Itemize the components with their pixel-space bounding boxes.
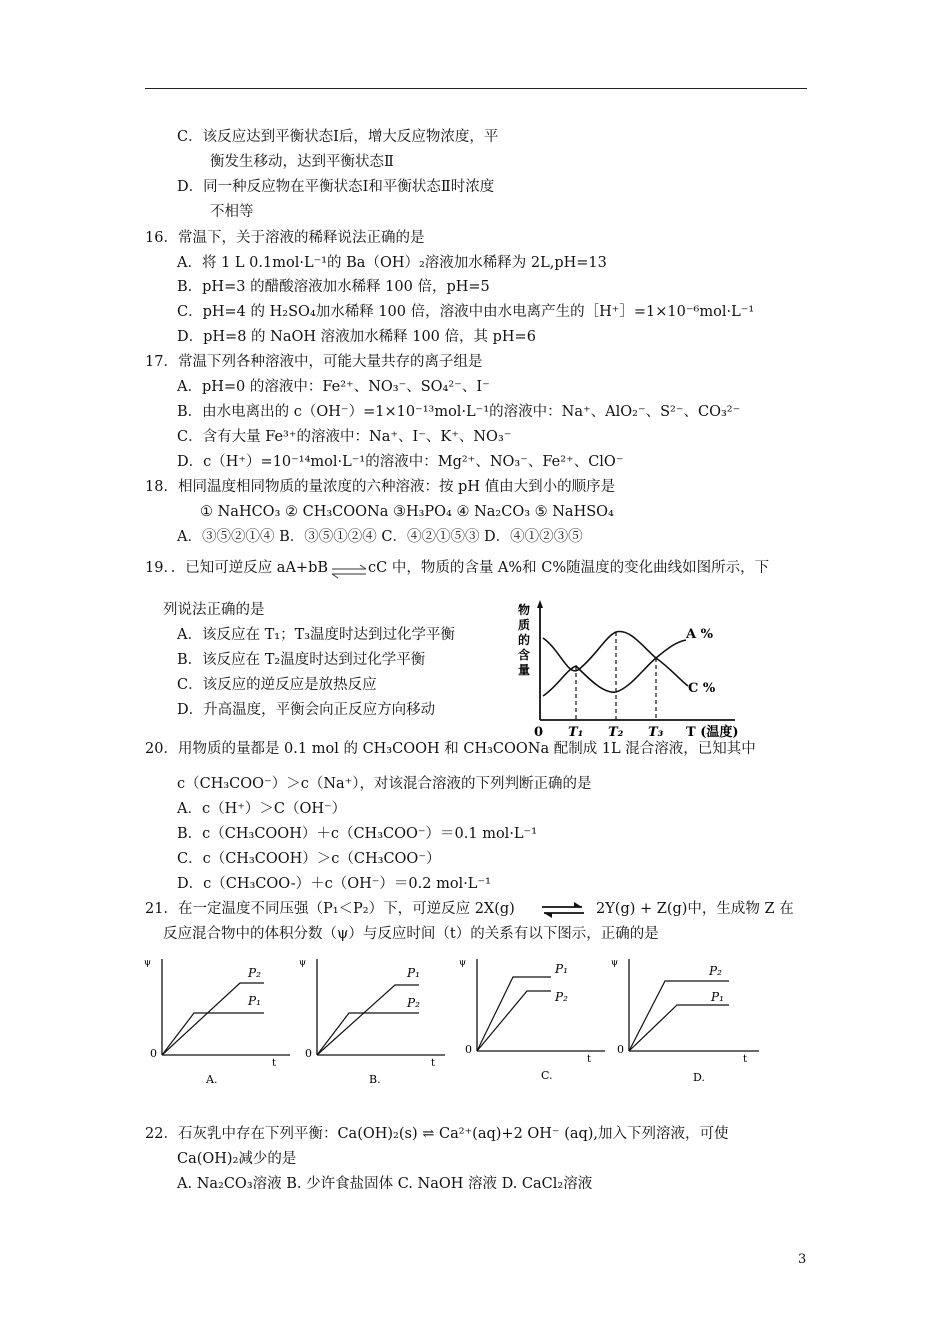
q20-option-c: C．c（CH₃COOH）＞c（CH₃COO⁻） (177, 851, 441, 867)
q20-stem: 20．用物质的量都是 0.1 mol 的 CH₃COOH 和 CH₃COONa 配制成 1L 混合溶液，已知其中 (145, 741, 756, 757)
q21-stem-part2: 2Y(g) + Z(g)中，生成物 Z 在 (596, 901, 794, 917)
t-axis-label: t (431, 1058, 436, 1069)
caption: D. (693, 1071, 705, 1084)
q22-options: A. Na₂CO₃溶液 B. 少许食盐固体 C. NaOH 溶液 D. CaCl₂溶液 (177, 1176, 593, 1192)
q17-option-a: A．pH=0 的溶液中：Fe²⁺、NO₃⁻、SO₄²⁻、I⁻ (177, 379, 490, 395)
q18-options: A．③⑤②①④ B．③⑤①②④ C．④②①⑤③ D．④①②③⑤ (177, 529, 583, 545)
caption: B. (369, 1073, 381, 1086)
q20-stem-part2: c（CH₃COO⁻）＞c（Na⁺），对该混合溶液的下列判断正确的是 (177, 776, 592, 792)
lower-label: P₁ (711, 990, 724, 1004)
q19-option-a: A．该反应在 T₁；T₃温度时达到过化学平衡 (177, 627, 456, 643)
origin-label: 0 (150, 1047, 157, 1060)
y-axis-label-char: 的 (518, 633, 531, 647)
q17-option-c: C．含有大量 Fe³⁺的溶液中：Na⁺、I⁻、K⁺、NO₃⁻ (177, 429, 512, 445)
caption: A. (206, 1073, 218, 1086)
q17-option-d: D．c（H⁺）=10⁻¹⁴mol·L⁻¹的溶液中：Mg²⁺、NO₃⁻、Fe²⁺、ClO⁻ (177, 454, 624, 470)
q17-option-b: B．由水电离出的 c（OH⁻）=1×10⁻¹³mol·L⁻¹的溶液中：Na⁺、AlO₂⁻、S²⁻、CO₃²⁻ (177, 404, 741, 420)
q19-temperature-figure (510, 598, 750, 740)
q16-option-a: A．将 1 L 0.1mol·L⁻¹的 Ba（OH）₂溶液加水稀释为 2L,pH=13 (177, 255, 607, 271)
q20-option-b: B．c（CH₃COOH）＋c（CH₃COO⁻）＝0.1 mol·L⁻¹ (177, 826, 538, 842)
series-c-label: C % (688, 681, 716, 696)
q19-stem-part2: cC 中，物质的含量 A%和 C%随温度的变化曲线如图所示，下 (368, 560, 770, 576)
tick-t1: T₁ (568, 725, 584, 740)
q21-stem-part1: 21．在一定温度不同压强（P₁＜P₂）下，可逆反应 2X(g) (145, 901, 515, 917)
y-axis-label-char: 质 (518, 618, 531, 632)
upper-label: P₁ (555, 962, 568, 976)
series-c-curve (543, 640, 686, 696)
lower-label: P₂ (555, 990, 568, 1004)
lower-line (317, 1013, 419, 1055)
q19-stem-part3: 列说法正确的是 (163, 602, 265, 618)
y-axis-label: ψ (611, 958, 619, 968)
tick-t2: T₂ (608, 725, 624, 740)
q22-stem: 22．石灰乳中存在下列平衡：Ca(OH)₂(s) ⇌ Ca²⁺(aq)+2 OH⁻ (aq),加入下列溶液，可使 (145, 1126, 729, 1142)
q21-graph-d (605, 955, 770, 1090)
y-axis-label: ψ (459, 958, 467, 968)
lower-label: P₁ (248, 994, 261, 1008)
upper-line (477, 977, 551, 1051)
q19-option-d: D．升高温度，平衡会向正反应方向移动 (177, 702, 436, 718)
q20-option-a: A．c（H⁺）＞C（OH⁻） (177, 801, 347, 817)
x-axis-label: T (温度) (686, 725, 739, 740)
caption: C. (541, 1069, 553, 1082)
q15-option-d-line1: D．同一种反应物在平衡状态Ⅰ和平衡状态Ⅱ时浓度 (177, 179, 495, 195)
q18-solutions: ① NaHCO₃ ② CH₃COONa ③H₃PO₄ ④ Na₂CO₃ ⑤ NaHSO₄ (200, 504, 614, 520)
q21-graph-b (295, 955, 455, 1090)
origin-label: 0 (617, 1043, 624, 1056)
q15-option-c-line2: 衡发生移动，达到平衡状态Ⅱ (210, 154, 394, 170)
q18-stem: 18．相同温度相同物质的量浓度的六种溶液：按 pH 值由大到小的顺序是 (145, 479, 616, 495)
equilibrium-arrow-icon (540, 900, 586, 920)
q22-stem-part2: Ca(OH)₂减少的是 (177, 1151, 297, 1167)
lower-line (162, 1013, 264, 1055)
header-rule (145, 88, 807, 89)
t-axis-label: t (272, 1058, 277, 1069)
origin-label: 0 (305, 1047, 312, 1060)
q19-option-b: B．该反应在 T₂温度时达到过化学平衡 (177, 652, 426, 668)
q15-option-c-line1: C．该反应达到平衡状态Ⅰ后，增大反应物浓度，平 (177, 129, 499, 145)
upper-label: P₁ (407, 966, 420, 980)
y-axis-arrow (537, 600, 543, 608)
q15-option-d-line2: 不相等 (210, 204, 254, 220)
lower-label: P₂ (407, 996, 420, 1010)
upper-label: P₂ (709, 964, 722, 978)
page-number: 3 (798, 1252, 807, 1267)
q21-graph-a (140, 955, 300, 1090)
origin-label: 0 (465, 1043, 472, 1056)
y-axis-label: ψ (299, 958, 307, 968)
reversible-arrow-icon (330, 562, 370, 582)
tick-t3: T₃ (648, 725, 664, 740)
q16-option-b: B．pH=3 的醋酸溶液加水稀释 100 倍，pH=5 (177, 279, 490, 295)
q21-graph-c (455, 955, 615, 1090)
q20-option-d: D．c（CH₃COO-）＋c（OH⁻）＝0.2 mol·L⁻¹ (177, 876, 491, 892)
q21-stem-part3: 反应混合物中的体积分数（ψ）与反应时间（t）的关系有以下图示，正确的是 (163, 926, 659, 942)
upper-line (317, 985, 419, 1055)
q16-stem: 16．常温下，关于溶液的稀释说法正确的是 (145, 230, 425, 246)
q17-stem: 17．常温下列各种溶液中，可能大量共存的离子组是 (145, 354, 483, 370)
q16-option-d: D．pH=8 的 NaOH 溶液加水稀释 100 倍，其 pH=6 (177, 329, 536, 345)
y-axis-label-char: 物 (518, 603, 531, 617)
q19-stem-part1: 19．．已知可逆反应 aA+bB (145, 560, 329, 576)
series-a-label: A % (686, 627, 713, 642)
upper-label: P₂ (248, 966, 261, 980)
y-axis-label: ψ (144, 958, 152, 968)
q19-option-c: C．该反应的逆反应是放热反应 (177, 677, 377, 693)
t-axis-label: t (743, 1054, 748, 1065)
lower-line (477, 991, 551, 1051)
y-axis-label-char: 含 (518, 648, 531, 662)
q16-option-c: C．pH=4 的 H₂SO₄加水稀释 100 倍，溶液中由水电离产生的［H⁺］=1×10⁻⁶mol·L⁻¹ (177, 304, 755, 320)
lower-line (629, 1005, 729, 1051)
t-axis-label: t (587, 1054, 592, 1065)
y-axis-label-char: 量 (518, 663, 531, 677)
origin-label: 0 (534, 725, 544, 740)
y-axis-label (518, 602, 530, 677)
